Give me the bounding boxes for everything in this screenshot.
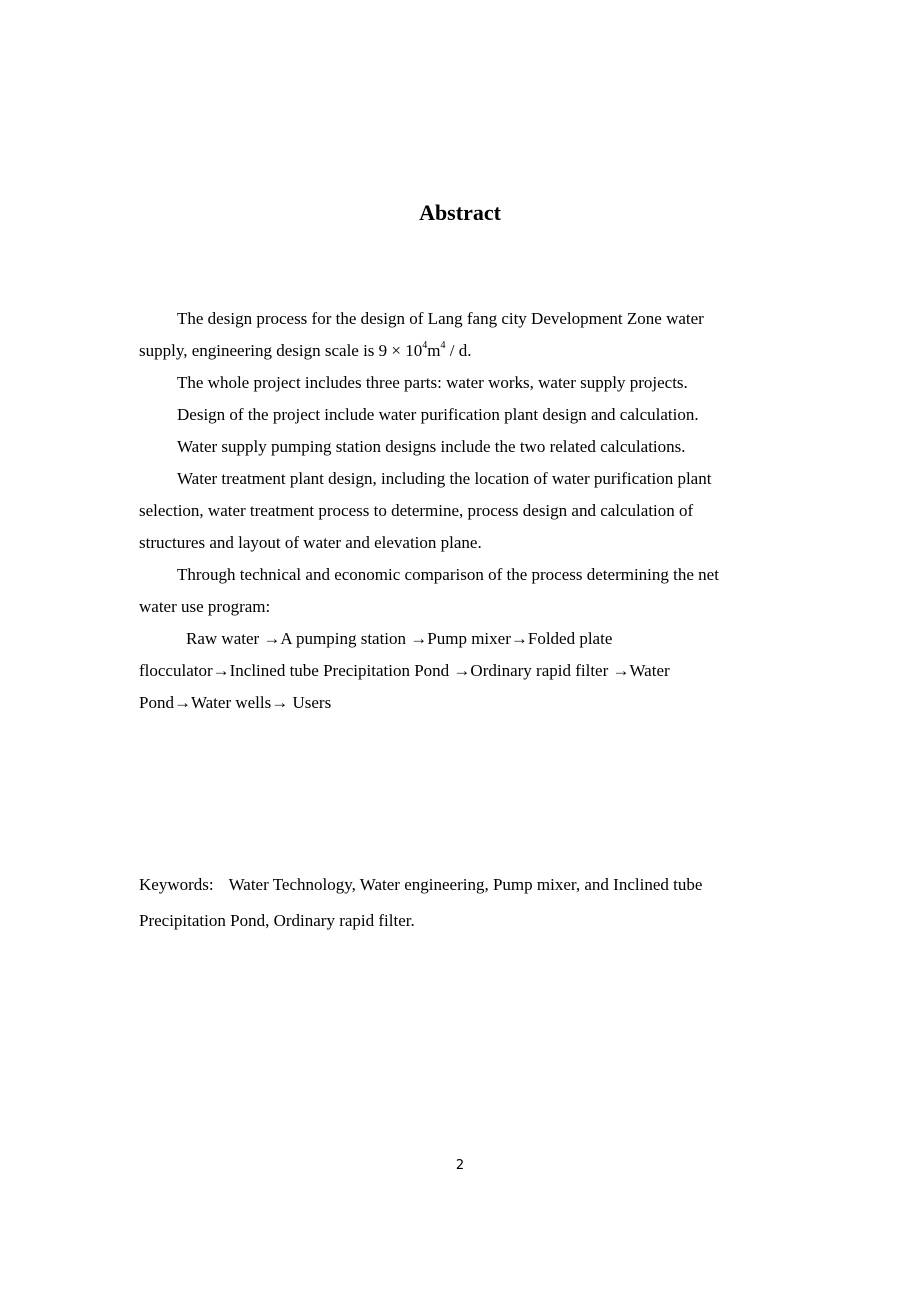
exponent-2: 4 [440,340,446,352]
abstract-title: Abstract [419,200,501,225]
paragraph-4: Water supply pumping station designs include the two related calculations. [177,437,686,456]
paragraph-5-line-3: structures and layout of water and elevation plane. [139,533,482,552]
keywords-list-part-1: Water Technology, Water engineering, Pump mixer, and Inclined tube [228,875,703,894]
paragraph-5-line-2: selection, water treatment process to determine, process design and calculation of [139,501,694,520]
paragraph-1-line-2 [139,340,471,362]
per-day-text: / d. [445,341,472,360]
paragraph-5-line-1: Water treatment plant design, including the location of water purification plant [177,469,712,488]
keywords-line-1 [139,874,702,896]
process-flow-line-2: flocculator→Inclined tube Precipitation Pond →Ordinary rapid filter →Water [139,661,670,680]
keywords-line-2: Precipitation Pond, Ordinary rapid filter. [139,911,415,930]
paragraph-2: The whole project includes three parts: water works, water supply projects. [177,373,688,392]
paragraph-3: Design of the project include water purification plant design and calculation. [177,405,699,424]
paragraph-1-line-1: The design process for the design of Lang fang city Development Zone water [177,309,704,328]
keywords-label: Keywords: [139,875,214,894]
process-flow-line-3: Pond→Water wells→ Users [139,693,332,712]
design-scale-text: supply, engineering design scale is 9 × 10 [139,341,423,360]
page-number: 2 [455,1158,465,1173]
unit-text: m [427,341,441,360]
exponent-1: 4 [422,340,428,352]
paragraph-6-line-2: water use program: [139,597,271,616]
process-flow-line-1: Raw water →A pumping station →Pump mixer→Folded plate [186,629,613,648]
paragraph-6-line-1: Through technical and economic comparison of the process determining the net [177,565,719,584]
